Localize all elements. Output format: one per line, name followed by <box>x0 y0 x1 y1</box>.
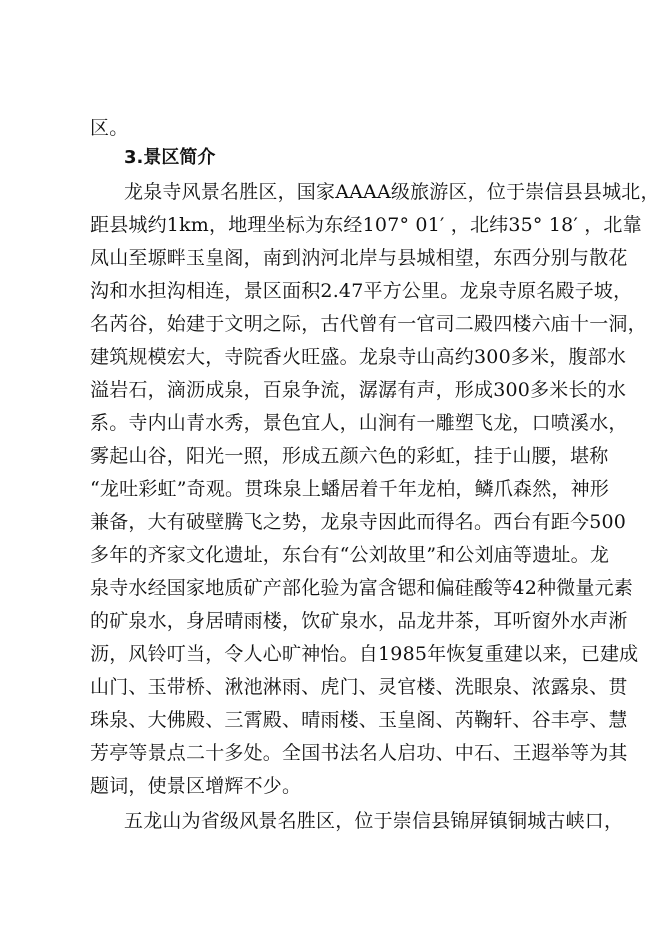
paragraph-1-line-6: 建筑规模宏大，寺院香火旺盛。龙泉寺山高约300多米，腹部水 <box>90 346 627 368</box>
paragraph-1-line-8: 系。寺内山青水秀，景色宜人，山涧有一雕塑飞龙，口喷溪水， <box>90 412 628 434</box>
paragraph-2-line-1: 五龙山为省级风景名胜区，位于崇信县锦屏镇铜城古峡口， <box>124 810 624 832</box>
paragraph-1-line-5: 名芮谷，始建于文明之际，古代曾有一官司二殿四楼六庙十一洞， <box>90 313 647 335</box>
paragraph-1-line-3: 凤山至塬畔玉皇阁，南到汭河北岸与县城相望，东西分别与散花 <box>90 247 628 269</box>
paragraph-1-line-18: 芳亭等景点二十多处。全国书法名人启功、中石、王遐举等为其 <box>90 742 628 764</box>
paragraph-1-line-10: “龙吐彩虹”奇观。贯珠泉上蟠居着千年龙柏，鳞爪森然，神形 <box>90 478 610 500</box>
paragraph-1-line-4: 沟和水担沟相连，景区面积2.47平方公里。龙泉寺原名殿子坡， <box>90 280 633 302</box>
paragraph-1-line-11: 兼备，大有破壁腾飞之势，龙泉寺因此而得名。西台有距今500 <box>90 511 627 533</box>
paragraph-1-line-15: 沥，风铃叮当，令人心旷神怡。自1985年恢复重建以来，已建成 <box>90 643 639 665</box>
previous-paragraph-tail: 区。 <box>90 117 129 139</box>
paragraph-1-line-1: 龙泉寺风景名胜区，国家AAAA级旅游区，位于崇信县县城北， <box>124 181 660 203</box>
paragraph-1-line-9: 雾起山谷，阳光一照，形成五颜六色的彩虹，挂于山腰，堪称 <box>90 445 609 467</box>
paragraph-1-line-13: 泉寺水经国家地质矿产部化验为富含锶和偏硅酸等42种微量元素 <box>90 577 633 599</box>
paragraph-1-line-19: 题词，使景区增辉不少。 <box>90 775 302 797</box>
paragraph-1-line-7: 溢岩石，滴沥成泉，百泉争流，潺潺有声，形成300多米长的水 <box>90 379 627 401</box>
paragraph-1-line-16: 山门、玉带桥、湫池淋雨、虎门、灵官楼、洗眼泉、浓露泉、贯 <box>90 676 628 698</box>
paragraph-1-line-12: 多年的齐家文化遗址，东台有“公刘故里”和公刘庙等遗址。龙 <box>90 544 610 566</box>
paragraph-1-line-2: 距县城约1km，地理坐标为东经107° 01′ ，北纬35° 18′ ，北靠 <box>90 214 642 236</box>
paragraph-1-line-14: 的矿泉水，身居晴雨楼，饮矿泉水，品龙井茶，耳听窗外水声淅 <box>90 610 628 632</box>
section-heading: 3.景区简介 <box>124 147 216 168</box>
paragraph-1-line-17: 珠泉、大佛殿、三霄殿、晴雨楼、玉皇阁、芮鞠轩、谷丰亭、慧 <box>90 709 628 731</box>
